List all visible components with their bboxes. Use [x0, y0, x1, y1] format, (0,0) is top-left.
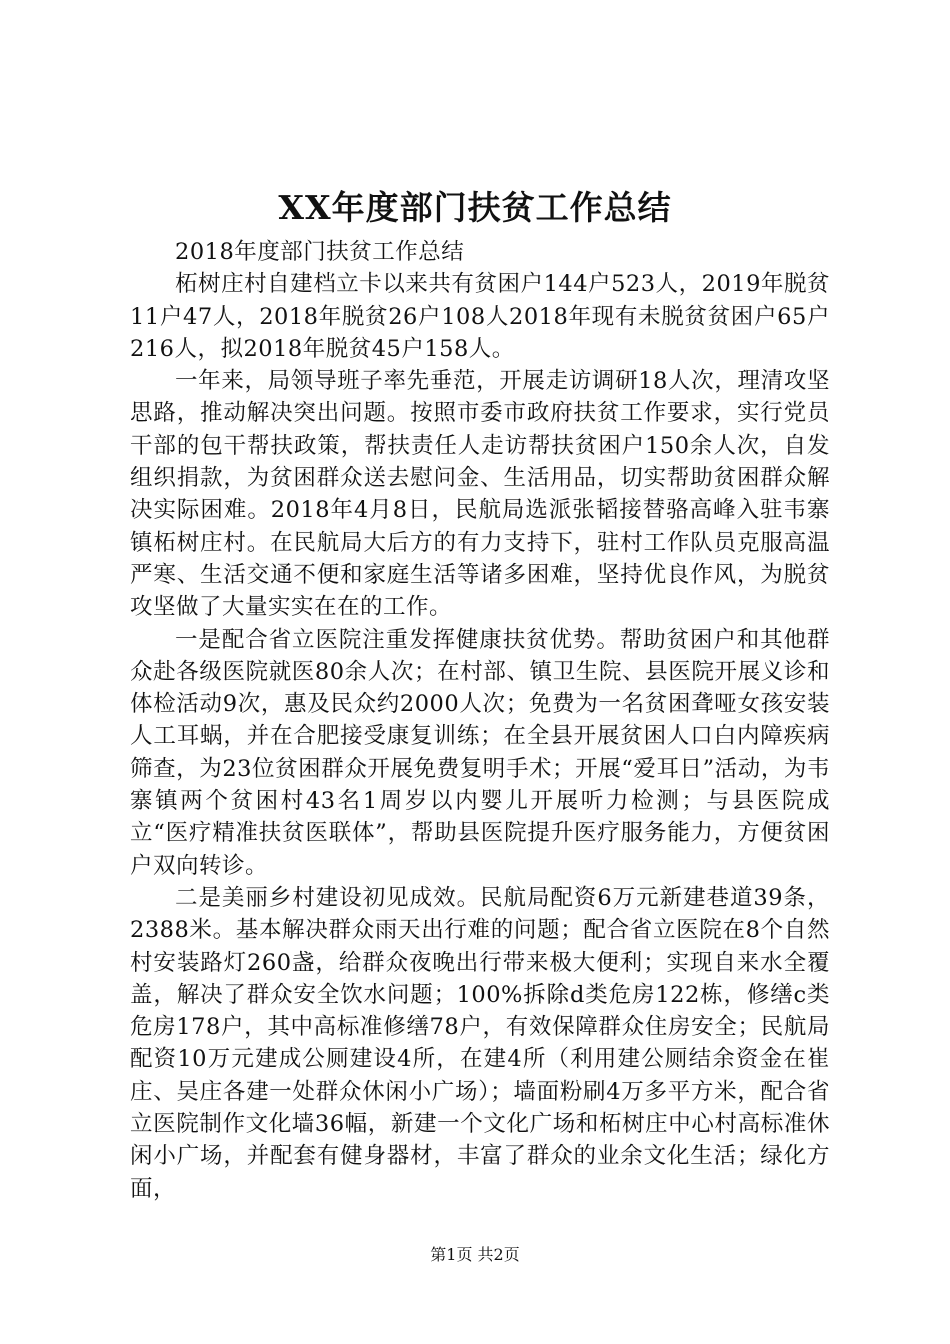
page-footer: 第1页 共2页: [430, 1245, 520, 1264]
paragraph-subtitle: 2018年度部门扶贫工作总结: [175, 239, 465, 265]
paragraph-leadership-work: 一年来，局领导班子率先垂范，开展走访调研18人次，理清攻坚思路，推动解决突出问题。按照市委市政府扶贫工作要求，实行党员干部的包干帮扶政策，帮扶责任人走访帮扶贫困户150余人次，自发组织捐款，为贫困群众送去慰问金、生活用品，切实帮助贫困群众解决实际困难。2018年4月8日，民航局选派张韬接替骆高峰入驻韦寨镇柘树庄村。在民航局大后方的有力支持下，驻村工作队员克服高温严寒、生活交通不便和家庭生活等诸多困难，坚持优良作风，为脱贫攻坚做了大量实实在在的工作。: [130, 368, 830, 621]
document-title: XX年度部门扶贫工作总结: [278, 188, 672, 227]
document-body: [130, 236, 830, 1205]
paragraph-rural-construction: 二是美丽乡村建设初见成效。民航局配资6万元新建巷道39条，2388米。基本解决群众雨天出行难的问题；配合省立医院在8个自然村安装路灯260盏，给群众夜晚出行带来极大便利；实现自来水全覆盖，解决了群众安全饮水问题；100%拆除d类危房122栋，修缮c类危房178户，其中高标准修缮78户，有效保障群众住房安全；民航局配资10万元建成公厕建设4所，在建4所（利用建公厕结余资金在崔庄、吴庄各建一处群众休闲小广场）；墙面粉刷4万多平方米，配合省立医院制作文化墙36幅，新建一个文化广场和柘树庄中心村高标准休闲小广场，并配套有健身器材，丰富了群众的业余文化生活；绿化方面，: [130, 884, 830, 1202]
paragraph-health-poverty: 一是配合省立医院注重发挥健康扶贫优势。帮助贫困户和其他群众赴各级医院就医80余人次；在村部、镇卫生院、县医院开展义诊和体检活动9次，惠及民众约2000人次；免费为一名贫困聋哑女孩安装人工耳蜗，并在合肥接受康复训练；在全县开展贫困人口白内障疾病筛查，为23位贫困群众开展免费复明手术；开展“爱耳日”活动，为韦寨镇两个贫困村43名1周岁以内婴儿开展听力检测；与县医院成立“医疗精准扶贫医联体”，帮助县医院提升医疗服务能力，方便贫困户双向转诊。: [130, 626, 830, 879]
paragraph-poverty-stats: 柘树庄村自建档立卡以来共有贫困户144户523人，2019年脱贫11户47人，2018年脱贫26户108人2018年现有未脱贫贫困户65户216人，拟2018年脱贫45户158人。: [130, 271, 830, 362]
